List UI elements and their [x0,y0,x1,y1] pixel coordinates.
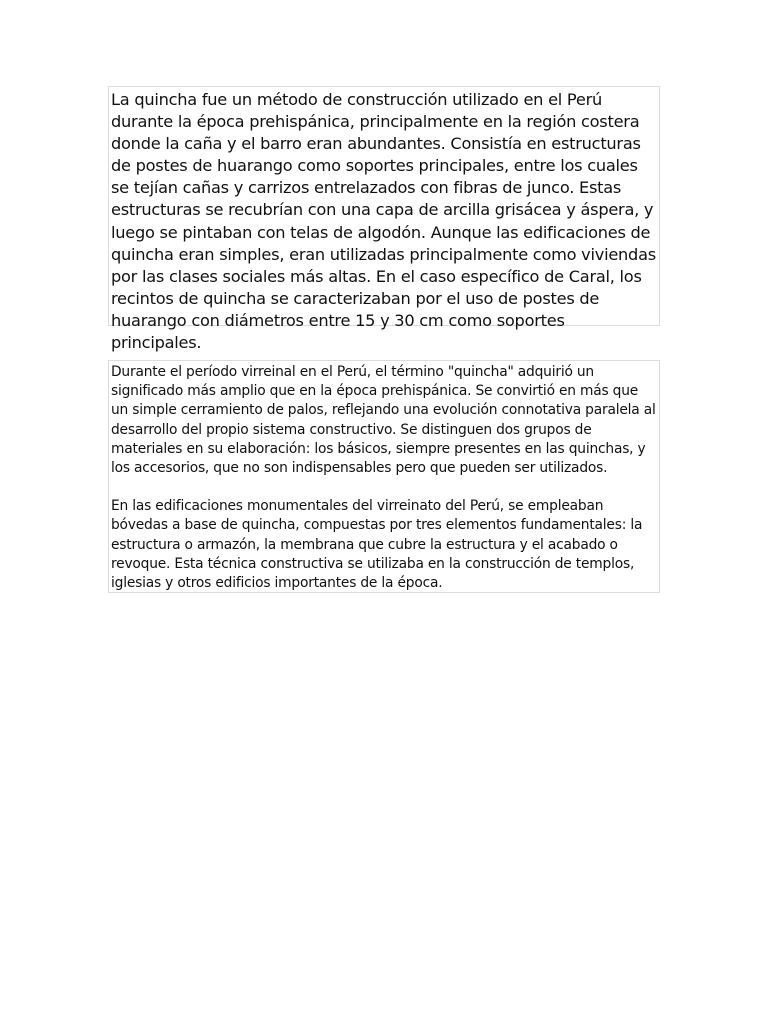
paragraph-prehispanic-quincha: La quincha fue un método de construcción utilizado en el Perú durante la época prehispánica, principalmente en la región costera donde la caña y el barro eran abundantes. Consistía en estructuras de postes de huarango como soportes principales, entre los cuales se tejían cañas y carrizos entrelazados con fibras de junco. Estas estructuras se recubrían con una capa de arcilla grisácea y áspera, y luego se pintaban con telas de algodón. Aunque las edificaciones de quincha eran simples, eran utilizadas principalmente como viviendas por las clases sociales más altas. En el caso específico de Caral, los recintos de quincha se caracterizaban por el uso de postes de huarango con diámetros entre 15 y 30 cm como soportes principales. [111,90,656,353]
text-block-viceregal [108,360,660,593]
paragraph-viceregal-vaults: En las edificaciones monumentales del virreinato del Perú, se empleaban bóvedas a base de quincha, compuestas por tres elementos fundamentales: la estructura o armazón, la membrana que cubre la estructura y el acabado o revoque. Esta técnica constructiva se utilizaba en la construcción de templos, iglesias y otros edificios importantes de la época. [111,498,643,592]
text-block-prehispanic [108,86,660,353]
paragraph-viceregal-meaning: Durante el período virreinal en el Perú, el término "quincha" adquirió un significado más amplio que en la época prehispánica. Se convirtió en más que un simple cerramiento de palos, reflejando una evolución connotativa paralela al desarrollo del propio sistema constructivo. Se distinguen dos grupos de materiales en su elaboración: los básicos, siempre presentes en las quinchas, y los accesorios, que no son indispensables pero que pueden ser utilizados. [111,364,656,477]
